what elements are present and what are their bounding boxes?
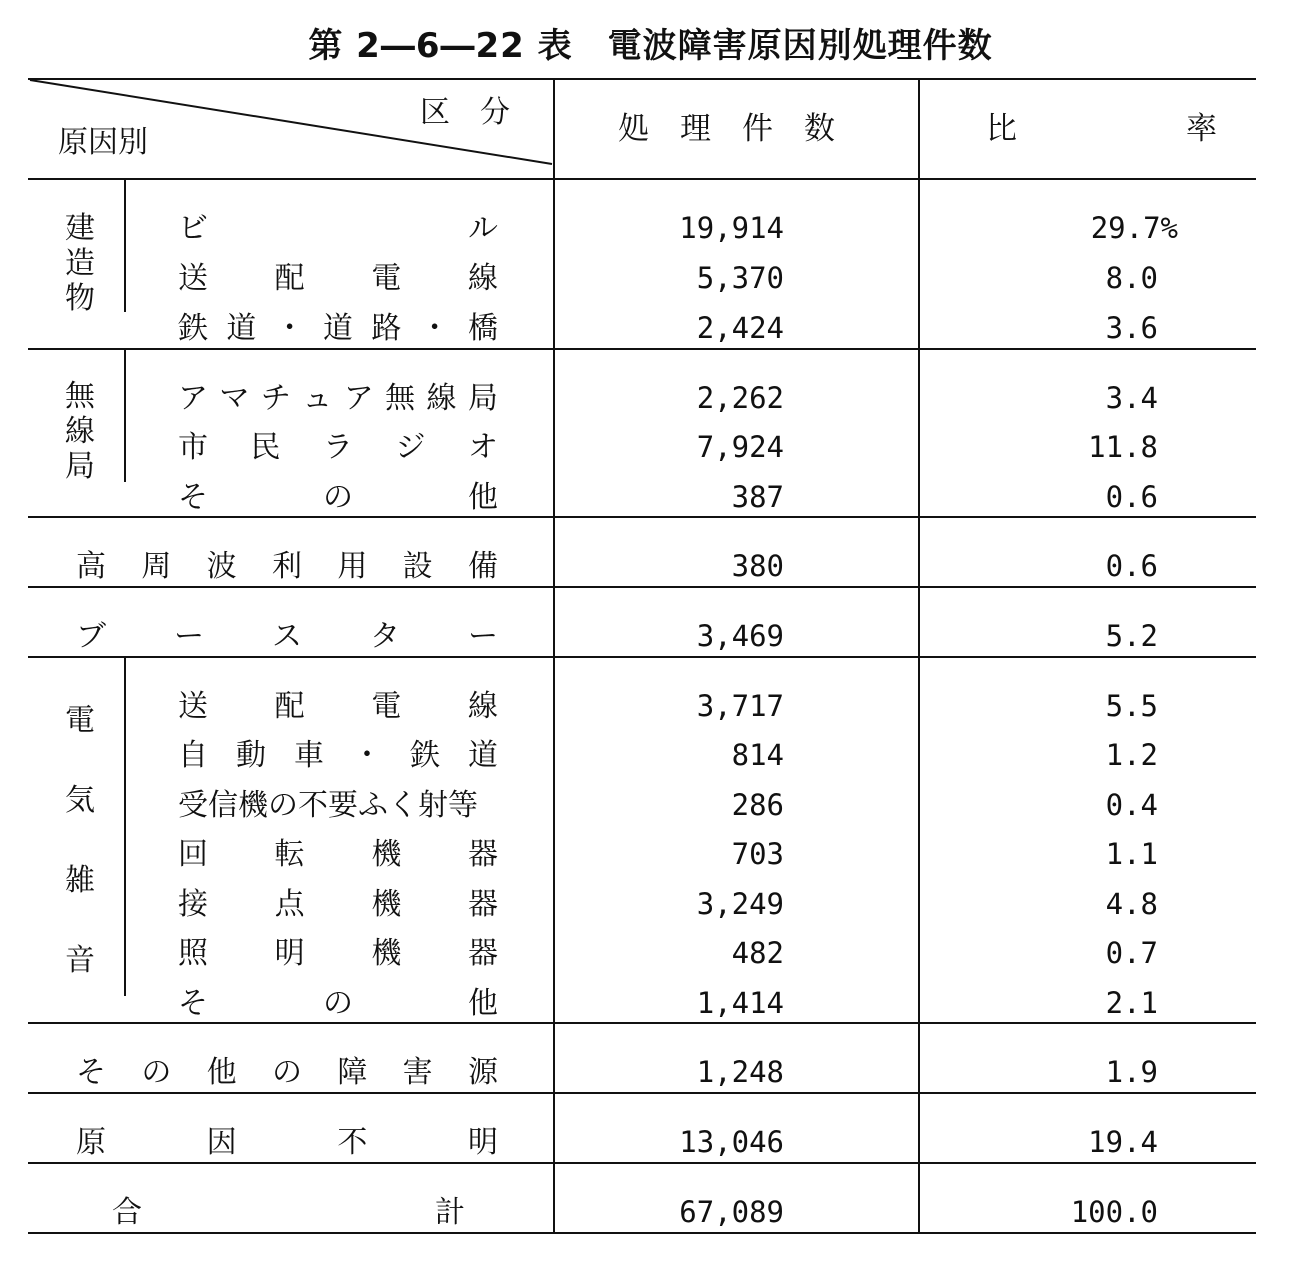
row-label: 回 転 機 器 bbox=[178, 837, 498, 872]
row-count: 3,717 bbox=[696, 689, 784, 723]
rule-group-2 bbox=[28, 516, 1256, 518]
row-count: 2,424 bbox=[696, 311, 784, 345]
row-label: 受信機の不要ふく射等 bbox=[178, 788, 478, 823]
row-ratio: 2.1 bbox=[1105, 986, 1158, 1020]
row-ratio: 100.0 bbox=[1070, 1195, 1158, 1229]
row-label: 原 因 不 明 bbox=[76, 1125, 498, 1160]
row-ratio: 0.7 bbox=[1105, 936, 1158, 970]
row-count: 5,370 bbox=[696, 261, 784, 295]
rule-group-1 bbox=[28, 348, 1256, 350]
rule-col-1 bbox=[553, 78, 555, 1233]
row-count: 814 bbox=[731, 738, 784, 772]
rule-sub-building bbox=[124, 178, 126, 312]
row-count: 482 bbox=[731, 936, 784, 970]
row-count: 13,046 bbox=[679, 1125, 784, 1159]
row-ratio: 5.5 bbox=[1105, 689, 1158, 723]
rule-col-2 bbox=[918, 78, 920, 1233]
row-label: 合 計 bbox=[112, 1195, 465, 1230]
rule-sub-radio bbox=[124, 348, 126, 482]
group-label-building: 建 造 物 bbox=[65, 211, 95, 316]
row-label: そ の 他 bbox=[178, 986, 498, 1021]
rule-sub-electric bbox=[124, 656, 126, 996]
row-ratio: 3.4 bbox=[1105, 381, 1158, 415]
data-table bbox=[28, 78, 1256, 1233]
row-count: 7,924 bbox=[696, 430, 784, 464]
row-ratio: 1.2 bbox=[1105, 738, 1158, 772]
row-count: 703 bbox=[731, 837, 784, 871]
row-ratio: 29.7% bbox=[1090, 211, 1178, 245]
row-count: 2,262 bbox=[696, 381, 784, 415]
row-count: 380 bbox=[731, 549, 784, 583]
rule-group-5 bbox=[28, 1022, 1256, 1024]
row-count: 3,469 bbox=[696, 619, 784, 653]
row-ratio: 0.6 bbox=[1105, 480, 1158, 514]
row-label: 自 動 車 ・ 鉄 道 bbox=[178, 738, 498, 773]
row-ratio: 11.8 bbox=[1088, 430, 1158, 464]
row-count: 3,249 bbox=[696, 887, 784, 921]
row-ratio: 5.2 bbox=[1105, 619, 1158, 653]
row-label: そ の 他 bbox=[178, 480, 498, 515]
rule-bottom bbox=[28, 1232, 1256, 1234]
rule-group-6 bbox=[28, 1092, 1256, 1094]
row-label: 照 明 機 器 bbox=[178, 936, 498, 971]
row-count: 1,414 bbox=[696, 986, 784, 1020]
row-label: 市 民 ラ ジ オ bbox=[178, 430, 498, 465]
header-ratio-1: 比 bbox=[986, 111, 1017, 147]
group-label-electric: 電 気 雑 音 bbox=[65, 703, 95, 978]
row-label: 送 配 電 線 bbox=[178, 689, 498, 724]
row-ratio: 4.8 bbox=[1105, 887, 1158, 921]
row-ratio: 1.9 bbox=[1105, 1055, 1158, 1089]
rule-group-7 bbox=[28, 1162, 1256, 1164]
row-label: ア マ チ ュ ア 無 線 局 bbox=[178, 381, 498, 416]
rule-group-4 bbox=[28, 656, 1256, 658]
rule-group-3 bbox=[28, 586, 1256, 588]
row-label: 高 周 波 利 用 設 備 bbox=[76, 549, 498, 584]
row-label: 送 配 電 線 bbox=[178, 261, 498, 296]
row-ratio: 0.6 bbox=[1105, 549, 1158, 583]
row-ratio: 1.1 bbox=[1105, 837, 1158, 871]
row-label: ビ ル bbox=[178, 211, 498, 246]
header-kubun: 区 分 bbox=[420, 95, 510, 130]
row-label: ブ ー ス タ ー bbox=[76, 619, 498, 654]
row-count: 286 bbox=[731, 788, 784, 822]
header-ratio-2: 率 bbox=[1186, 111, 1217, 147]
header-count: 処 理 件 数 bbox=[618, 111, 835, 147]
header-row-label: 原因別 bbox=[58, 125, 148, 160]
row-count: 67,089 bbox=[679, 1195, 784, 1229]
row-ratio: 3.6 bbox=[1105, 311, 1158, 345]
row-ratio: 0.4 bbox=[1105, 788, 1158, 822]
row-count: 1,248 bbox=[696, 1055, 784, 1089]
row-count: 387 bbox=[731, 480, 784, 514]
table-title: 第 2―6―22 表 電波障害原因別処理件数 bbox=[308, 26, 993, 66]
row-ratio: 19.4 bbox=[1088, 1125, 1158, 1159]
row-label: 接 点 機 器 bbox=[178, 887, 498, 922]
row-count: 19,914 bbox=[679, 211, 784, 245]
row-ratio: 8.0 bbox=[1105, 261, 1158, 295]
group-label-radio: 無 線 局 bbox=[65, 379, 95, 484]
row-label: そ の 他 の 障 害 源 bbox=[76, 1055, 498, 1090]
row-label: 鉄 道 ・ 道 路 ・ 橋 bbox=[178, 311, 498, 346]
rule-header bbox=[28, 178, 1256, 180]
